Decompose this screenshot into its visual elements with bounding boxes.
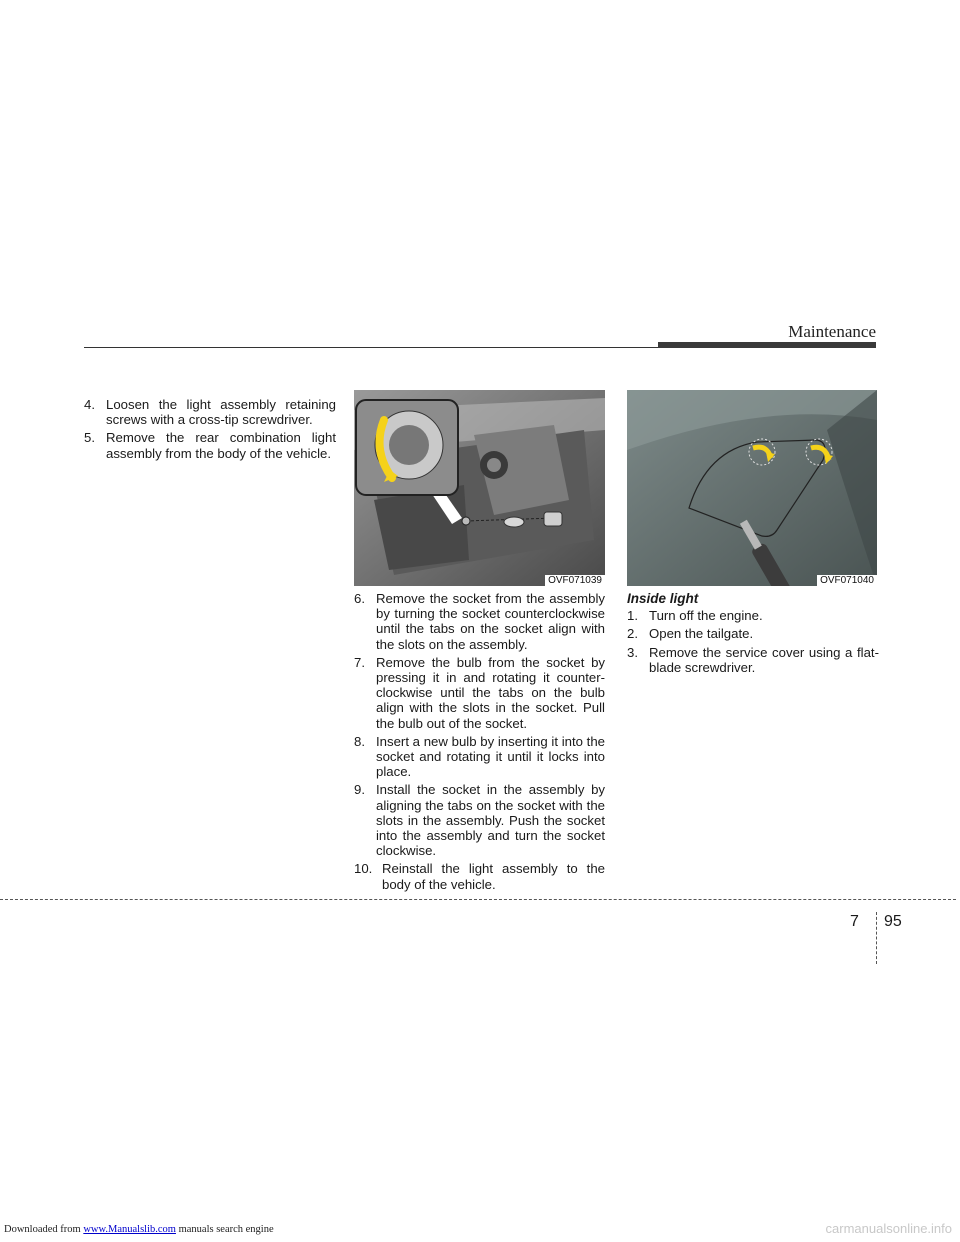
step-item: 10. Reinstall the light assembly to the body of the vehicle. xyxy=(354,861,605,892)
figure-inside-light-cover xyxy=(627,390,877,586)
step-item: 6. Remove the socket from the assembly by turning the socket counterclockwise until the tabs on the socket align with the slots on the assembly. xyxy=(354,591,605,652)
figure-label: OVF071040 xyxy=(817,575,877,586)
download-footer: Downloaded from www.Manualslib.com manuals search engine xyxy=(4,1224,274,1235)
step-list-middle xyxy=(354,591,605,892)
page-number-separator xyxy=(876,912,877,964)
watermark: carmanualsonline.info xyxy=(825,1221,952,1236)
step-item: 5. Remove the rear combination light assembly from the body of the vehicle. xyxy=(84,430,336,461)
step-list-left xyxy=(84,397,336,461)
step-item: 2. Open the tailgate. xyxy=(627,626,754,642)
footer-dashed-rule xyxy=(0,899,956,900)
figure-rear-light-assembly xyxy=(354,390,605,586)
header-rule xyxy=(84,347,658,348)
figure-label: OVF071039 xyxy=(545,575,605,586)
header-rule-bar xyxy=(658,342,876,348)
chapter-number: 7 xyxy=(850,913,859,930)
page-number: 95 xyxy=(884,913,902,930)
page-header-title: Maintenance xyxy=(788,322,876,341)
step-item: 1. Turn off the engine. xyxy=(627,608,763,624)
column-right xyxy=(627,591,879,678)
column-left xyxy=(84,397,336,464)
column-middle xyxy=(354,591,605,895)
step-item: 7. Remove the bulb from the socket by pressing it in and rotating it counter-clockwise until the tabs on the bulb align with the slots in the socket. Pull the bulb out of the socket. xyxy=(354,654,605,731)
step-item: 8. Insert a new bulb by inserting it into the socket and rotating it until it locks into place. xyxy=(354,733,605,780)
section-heading-inside-light: Inside light xyxy=(627,591,699,606)
rear-light-illustration xyxy=(354,390,605,586)
service-cover-illustration xyxy=(627,390,877,586)
step-item: 3. Remove the service cover using a flat-blade screwdriver. xyxy=(627,644,879,675)
step-item: 4. Loosen the light assembly retaining screws with a cross-tip screwdriver. xyxy=(84,397,336,428)
manualslib-link[interactable]: www.Manualslib.com xyxy=(83,1224,176,1235)
step-item: 9. Install the socket in the assembly by aligning the tabs on the socket with the slots in the assembly. Push the socket into the assembly and turn the socket clockwise. xyxy=(354,782,605,859)
step-list-right xyxy=(627,608,879,675)
